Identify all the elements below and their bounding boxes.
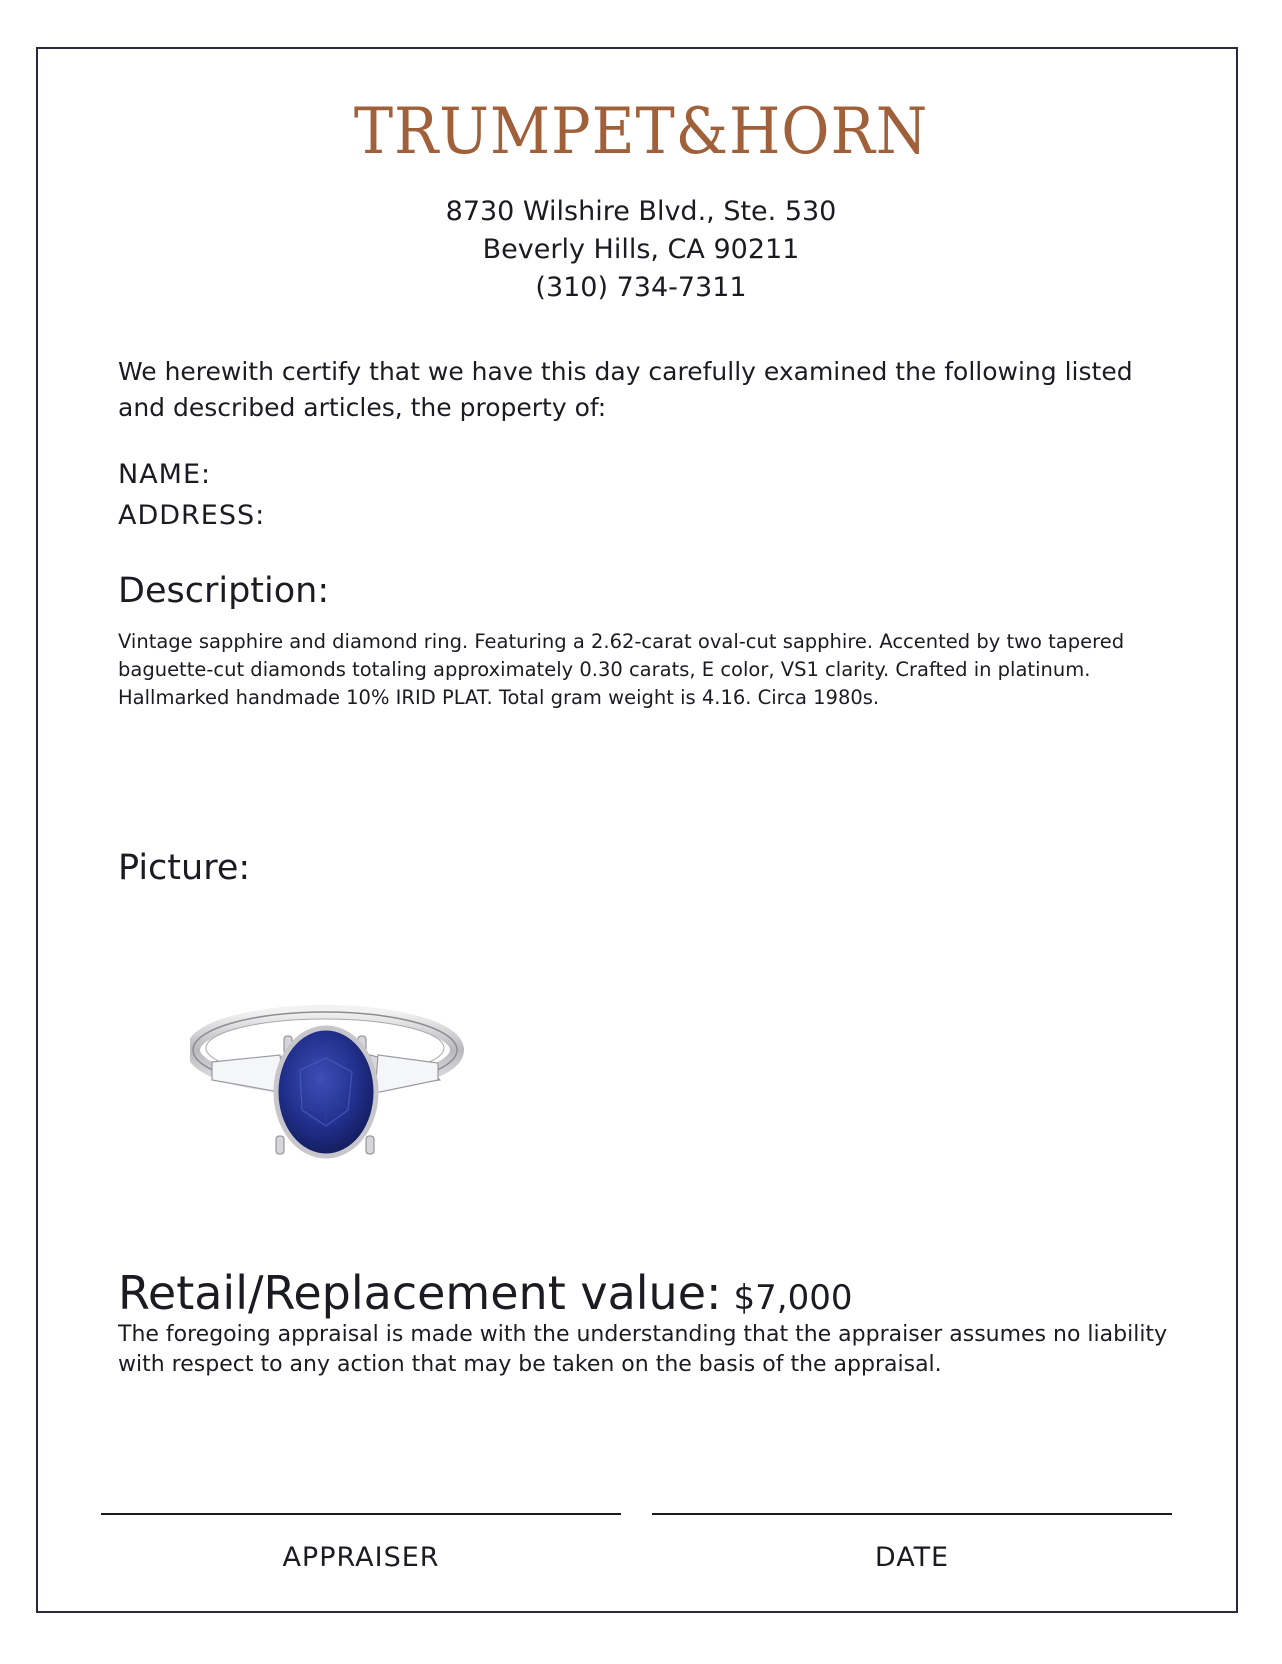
picture-heading: Picture: — [118, 848, 251, 888]
ring-image — [190, 1000, 490, 1185]
brand-logo: TRUMPET&HORN — [353, 95, 929, 169]
appraiser-signature-line — [101, 1513, 621, 1515]
phone-number: (310) 734-7311 — [535, 272, 747, 303]
description-heading: Description: — [118, 571, 330, 611]
date-signature-line — [652, 1513, 1172, 1515]
value-label: Retail/Replacement value: — [118, 1266, 722, 1320]
address-label: ADDRESS: — [118, 500, 266, 531]
address-line-1: 8730 Wilshire Blvd., Ste. 530 — [445, 196, 837, 227]
date-label: DATE — [874, 1542, 950, 1573]
name-label: NAME: — [118, 459, 212, 490]
description-text: Vintage sapphire and diamond ring. Featuring a 2.62-carat oval-cut sapphire. Accented by two tapered baguette-cut diamonds totaling approximately 0.30 carats, E color, VS1 clarity. Crafted in platinum. Hallmarked handmade 10% IRID PLAT. Total gram weight is 4.16. Circa 1980s. — [118, 630, 1125, 709]
disclaimer-text: The foregoing appraisal is made with the understanding that the appraiser assumes no liability with respect to any action that may be taken on the basis of the appraisal. — [118, 1322, 1168, 1377]
certification-statement: We herewith certify that we have this day carefully examined the following listed and described articles, the property of: — [118, 357, 1133, 422]
address-line-2: Beverly Hills, CA 90211 — [482, 234, 800, 265]
value-amount: $7,000 — [733, 1278, 853, 1318]
store-address — [0, 193, 1282, 307]
appraiser-label: APPRAISER — [282, 1542, 440, 1573]
